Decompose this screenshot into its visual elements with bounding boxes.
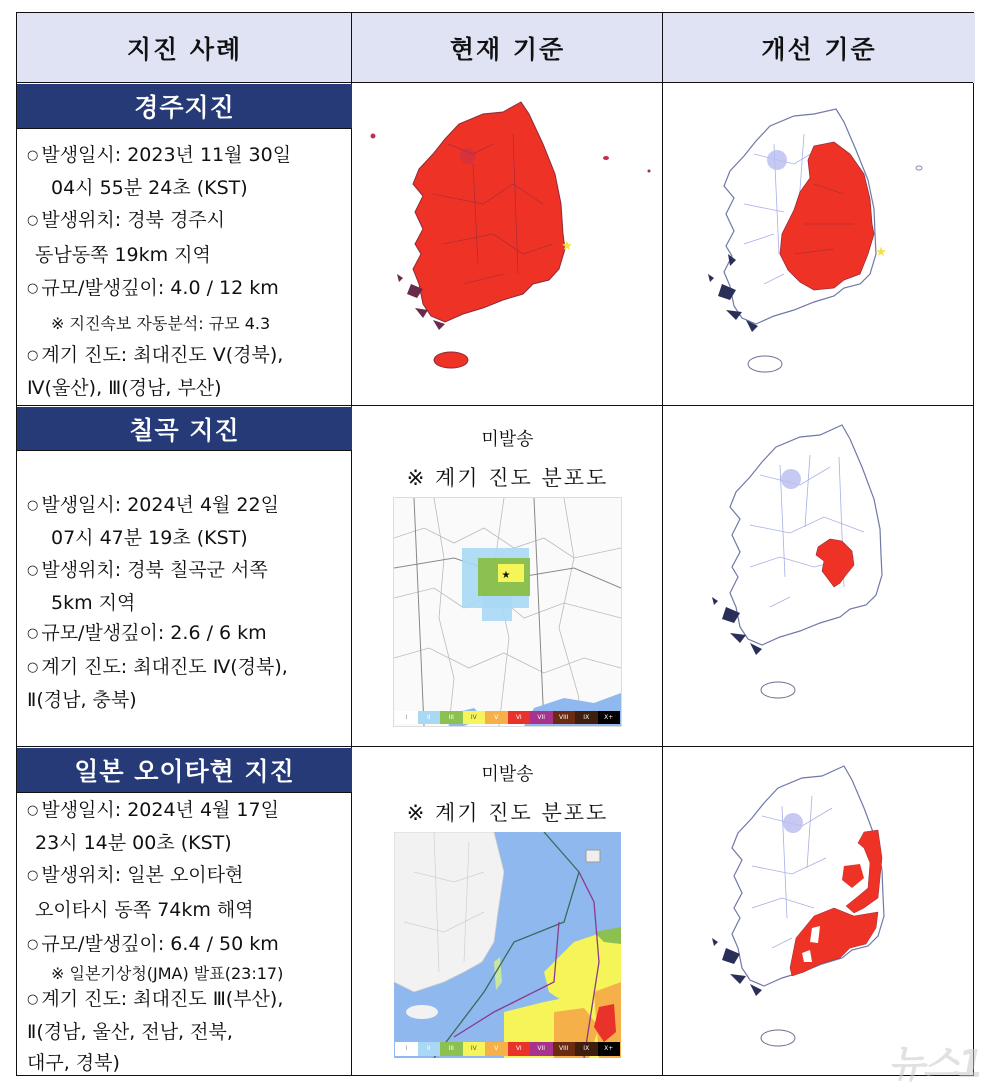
info-line: ○ 발생일시: 2023년 11월 30일 (27, 140, 344, 173)
info-line: ○ 규모/발생깊이: 2.6 / 6 km (27, 617, 344, 652)
info-line: ○ 발생일시: 2024년 4월 22일 (27, 490, 344, 523)
legend-item: IV (463, 1042, 486, 1056)
divider (17, 128, 352, 129)
info-line: ○ 발생위치: 경북 경주시 (27, 204, 344, 239)
info-line: 동남동쪽 19km 지역 (35, 244, 211, 266)
regional-map (394, 832, 621, 1058)
info-note: ※ 지진속보 자동분석: 규모 4.3 (51, 314, 271, 333)
info-line: Ⅱ(경남, 울산, 전남, 전북, (27, 1021, 233, 1043)
korea-map-red (353, 84, 662, 405)
current-alert-map-gyeongju (353, 84, 662, 405)
legend-item: I (395, 1042, 418, 1056)
header-improved-label: 개선 기준 (761, 35, 877, 64)
legend-item: X+ (598, 711, 621, 724)
case-title: 일본 오이타현 지진 (74, 757, 295, 786)
divider (17, 792, 352, 793)
earthquake-comparison-table (16, 12, 974, 1076)
legend-item: I (395, 711, 418, 724)
info-line: 04시 55분 24초 (KST) (51, 177, 248, 199)
legend-item: V (485, 1042, 508, 1056)
info-line: ○ 계기 진도: 최대진도 Ⅲ(부산), (27, 984, 344, 1017)
legend-item: V (485, 711, 508, 724)
legend-item: X+ (598, 1042, 621, 1056)
korea-map-outline (664, 407, 974, 746)
legend-item: II (418, 1042, 441, 1056)
legend-item: VIII (553, 711, 576, 724)
info-line: 오이타시 동쪽 74km 해역 (35, 899, 254, 921)
info-note: ※ 일본기상청(JMA) 발표(23:17) (51, 964, 284, 983)
header-current-label: 현재 기준 (449, 35, 566, 64)
header-improved (663, 13, 975, 83)
info-line: ○ 규모/발생깊이: 4.0 / 12 km (27, 272, 344, 307)
info-line: ○ 발생위치: 일본 오이타현 (27, 859, 344, 894)
regional-map (394, 498, 621, 726)
info-line: ○ 발생위치: 경북 칠곡군 서쪽 (27, 554, 344, 589)
legend-item: II (418, 711, 441, 724)
divider (17, 450, 352, 451)
divider (17, 405, 973, 406)
watermark-logo: 뉴스1 (888, 1042, 982, 1086)
info-line: ○ 계기 진도: 최대진도 Ⅳ(경북), (27, 652, 344, 685)
info-line: Ⅳ(울산), Ⅲ(경남, 부산) (27, 377, 222, 399)
current-criteria-chilgok (353, 407, 662, 746)
case-title-oita (17, 748, 352, 792)
intensity-map-caption: ※ 계기 진도 분포도 (406, 466, 609, 490)
legend-item: VII (530, 1042, 553, 1056)
improved-alert-map-gyeongju (664, 84, 974, 405)
info-line: ○ 발생일시: 2024년 4월 17일 (27, 795, 344, 828)
case-info-oita (17, 795, 352, 1079)
case-info-chilgok (17, 490, 352, 716)
intensity-map-caption: ※ 계기 진도 분포도 (406, 801, 609, 825)
epicenter-star-icon: ★ (501, 570, 511, 581)
info-line: 23시 14분 00초 (KST) (35, 832, 232, 854)
case-title-gyeongju (17, 84, 352, 128)
info-line: 대구, 경북) (27, 1052, 120, 1074)
legend-item: IX (575, 1042, 598, 1056)
legend-item: VI (508, 711, 531, 724)
improved-alert-map-oita (664, 748, 974, 1075)
case-title: 칠곡 지진 (129, 415, 240, 445)
header-case-label: 지진 사례 (126, 35, 243, 64)
not-sent-label: 미발송 (481, 429, 534, 450)
legend-item: IV (463, 711, 486, 724)
intensity-legend (395, 1042, 620, 1056)
not-sent-label: 미발송 (481, 764, 534, 785)
epicenter-star-icon: ★ (561, 239, 573, 254)
current-criteria-oita (353, 748, 662, 1075)
korea-map-outline (664, 84, 974, 405)
intensity-distribution-map (393, 497, 622, 727)
legend-item: VIII (553, 1042, 576, 1056)
divider (662, 13, 663, 1075)
legend-item: IX (575, 711, 598, 724)
divider (17, 746, 973, 747)
header-case (17, 13, 352, 83)
intensity-legend (395, 711, 620, 724)
info-line: ○ 계기 진도: 최대진도 Ⅴ(경북), (27, 340, 344, 373)
header-current (352, 13, 663, 83)
korea-map-outline (664, 748, 974, 1075)
divider (17, 82, 973, 83)
info-line: 5km 지역 (51, 592, 136, 614)
case-title: 경주지진 (134, 93, 235, 122)
legend-item: III (440, 1042, 463, 1056)
case-title-chilgok (17, 407, 352, 450)
info-line: Ⅱ(경남, 충북) (27, 689, 137, 711)
case-info-gyeongju (17, 140, 352, 404)
map-layer-icon (586, 850, 600, 862)
improved-alert-map-chilgok (664, 407, 974, 746)
intensity-distribution-map (394, 832, 621, 1058)
epicenter-star-icon: ★ (875, 245, 887, 260)
legend-item: III (440, 711, 463, 724)
info-line: 07시 47분 19초 (KST) (51, 527, 248, 549)
legend-item: VI (508, 1042, 531, 1056)
info-line: ○ 규모/발생깊이: 6.4 / 50 km (27, 927, 344, 964)
legend-item: VII (530, 711, 553, 724)
